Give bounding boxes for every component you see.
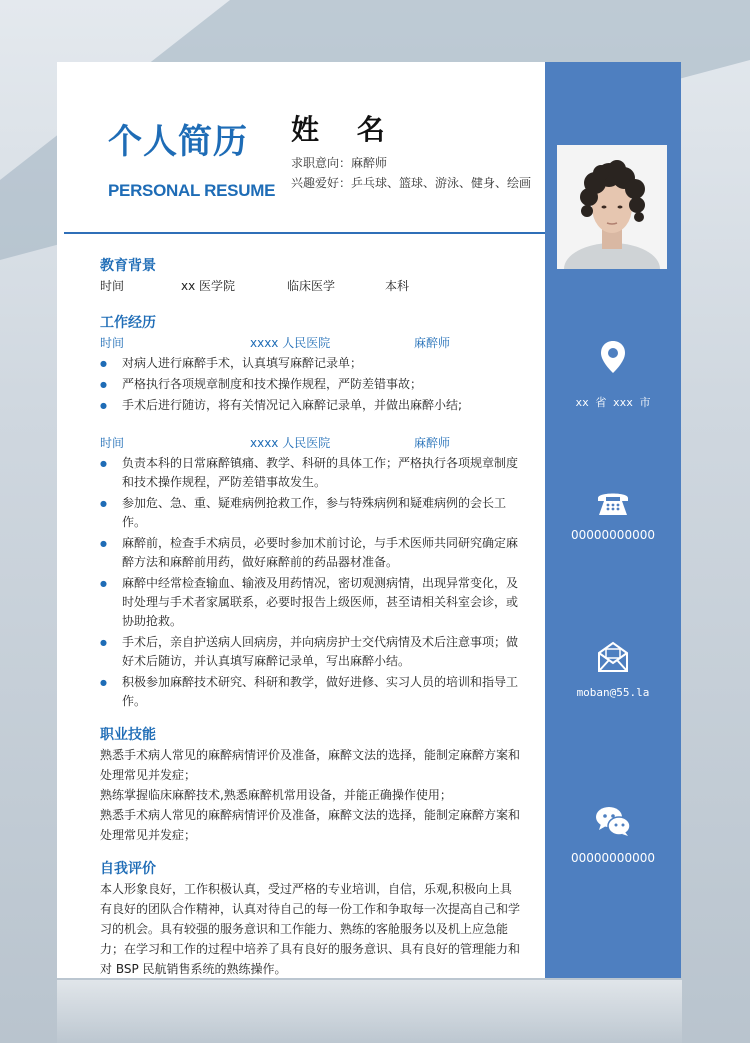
location-pin-icon	[600, 340, 626, 374]
education-time: 时间	[100, 279, 125, 293]
skill-paragraph: 熟练掌握临床麻醉技术,熟悉麻醉机常用设备，并能正确操作使用；	[100, 788, 452, 802]
header-divider	[64, 232, 545, 234]
education-title: 教育背景	[100, 258, 156, 274]
list-item: ● 积极参加麻醉技术研究、科研和教学，做好进修、实习人员的培训和指导工作。	[100, 673, 522, 711]
education-major: 临床医学	[287, 279, 336, 293]
email-text: moban@55.la	[576, 686, 650, 699]
self-eval-title: 自我评价	[100, 861, 156, 877]
paper-reflection	[57, 980, 682, 1043]
contact-wechat	[545, 805, 681, 865]
contact-phone	[545, 490, 681, 542]
job-time: 时间	[100, 336, 125, 350]
education-school: xx 医学院	[181, 279, 236, 293]
skill-paragraph: 熟悉手术病人常见的麻醉病情评价及准备，麻醉文法的选择，能制定麻醉方案和处理常见并发症；	[100, 808, 521, 842]
list-item: ● 对病人进行麻醉手术，认真填写麻醉记录单；	[100, 354, 522, 373]
resume-subtitle: PERSONAL RESUME	[108, 181, 276, 200]
contact-location	[545, 340, 681, 410]
envelope-icon	[596, 640, 630, 674]
job-header	[100, 433, 522, 454]
job-org: xxxx 人民医院	[250, 336, 331, 350]
job-role: 麻醉师	[414, 336, 451, 350]
skills-title: 职业技能	[100, 727, 156, 743]
list-item: ● 参加危、急、重、疑难病例抢救工作，参与特殊病例和疑难病例的会长工作。	[100, 494, 522, 532]
phone-text: 00000000000	[571, 528, 655, 542]
wechat-icon	[595, 805, 631, 837]
education-degree: 本科	[385, 279, 410, 293]
list-item: ● 手术后，亲自护送病人回病房，并向病房护士交代病情及术后注意事项；做好术后随访，并认真填写麻醉记录单，写出麻醉小结。	[100, 633, 522, 671]
job-header	[100, 333, 522, 354]
job-time: 时间	[100, 436, 125, 450]
avatar	[557, 145, 667, 269]
job-duties-list	[100, 354, 522, 415]
contact-email	[545, 640, 681, 699]
list-item: ● 负责本科的日常麻醉镇痛、教学、科研的具体工作；严格执行各项规章制度和技术操作规程，严防差错事故发生。	[100, 454, 522, 492]
skill-paragraph: 熟悉手术病人常见的麻醉病情评价及准备，麻醉文法的选择，能制定麻醉方案和处理常见并发症；	[100, 748, 521, 782]
wechat-text: 00000000000	[571, 851, 655, 865]
education-row	[100, 276, 522, 297]
candidate-name: 姓 名	[291, 113, 399, 146]
list-item: ● 严格执行各项规章制度和技术操作规程，严防差错事故；	[100, 375, 522, 394]
job-duties-list	[100, 454, 522, 711]
list-item: ● 麻醉前，检查手术病员，必要时参加术前讨论，与手术医师共同研究确定麻醉方法和麻醉前用药，做好麻醉前的药品器材准备。	[100, 534, 522, 572]
list-item: ● 手术后进行随访，将有关情况记入麻醉记录单，并做出麻醉小结;	[100, 396, 522, 415]
job-role: 麻醉师	[414, 436, 451, 450]
resume-title: 个人简历	[108, 122, 248, 162]
job-intention: 求职意向：麻醉师	[291, 156, 388, 170]
location-text: xx 省 xxx 市	[575, 396, 651, 409]
telephone-icon	[596, 490, 630, 516]
self-eval-text: 本人形象良好，工作积极认真，受过严格的专业培训，自信，乐观,积极向上具有良好的团队合作精神，认真对待自己的每一份工作和争取每一次提高自己和学习的机会。具有较强的服务意识和工作能力、熟练的客舱服务以及机上应急能力；在学习和工作的过程中培养了具有良好的服务意识、具有良好的管理能力和对 BSP 民航销售系统的熟练操作。	[100, 882, 521, 976]
job-org: xxxx 人民医院	[250, 436, 331, 450]
resume-content	[100, 256, 522, 979]
hobbies: 兴趣爱好：乒乓球、篮球、游泳、健身、绘画	[291, 176, 532, 190]
list-item: ● 麻醉中经常检查输血、输液及用药情况，密切观测病情，出现异常变化，及时处理与手术者家属联系，必要时报告上级医师，甚至请相关科室会诊，或协助抢救。	[100, 574, 522, 631]
work-title: 工作经历	[100, 315, 156, 331]
